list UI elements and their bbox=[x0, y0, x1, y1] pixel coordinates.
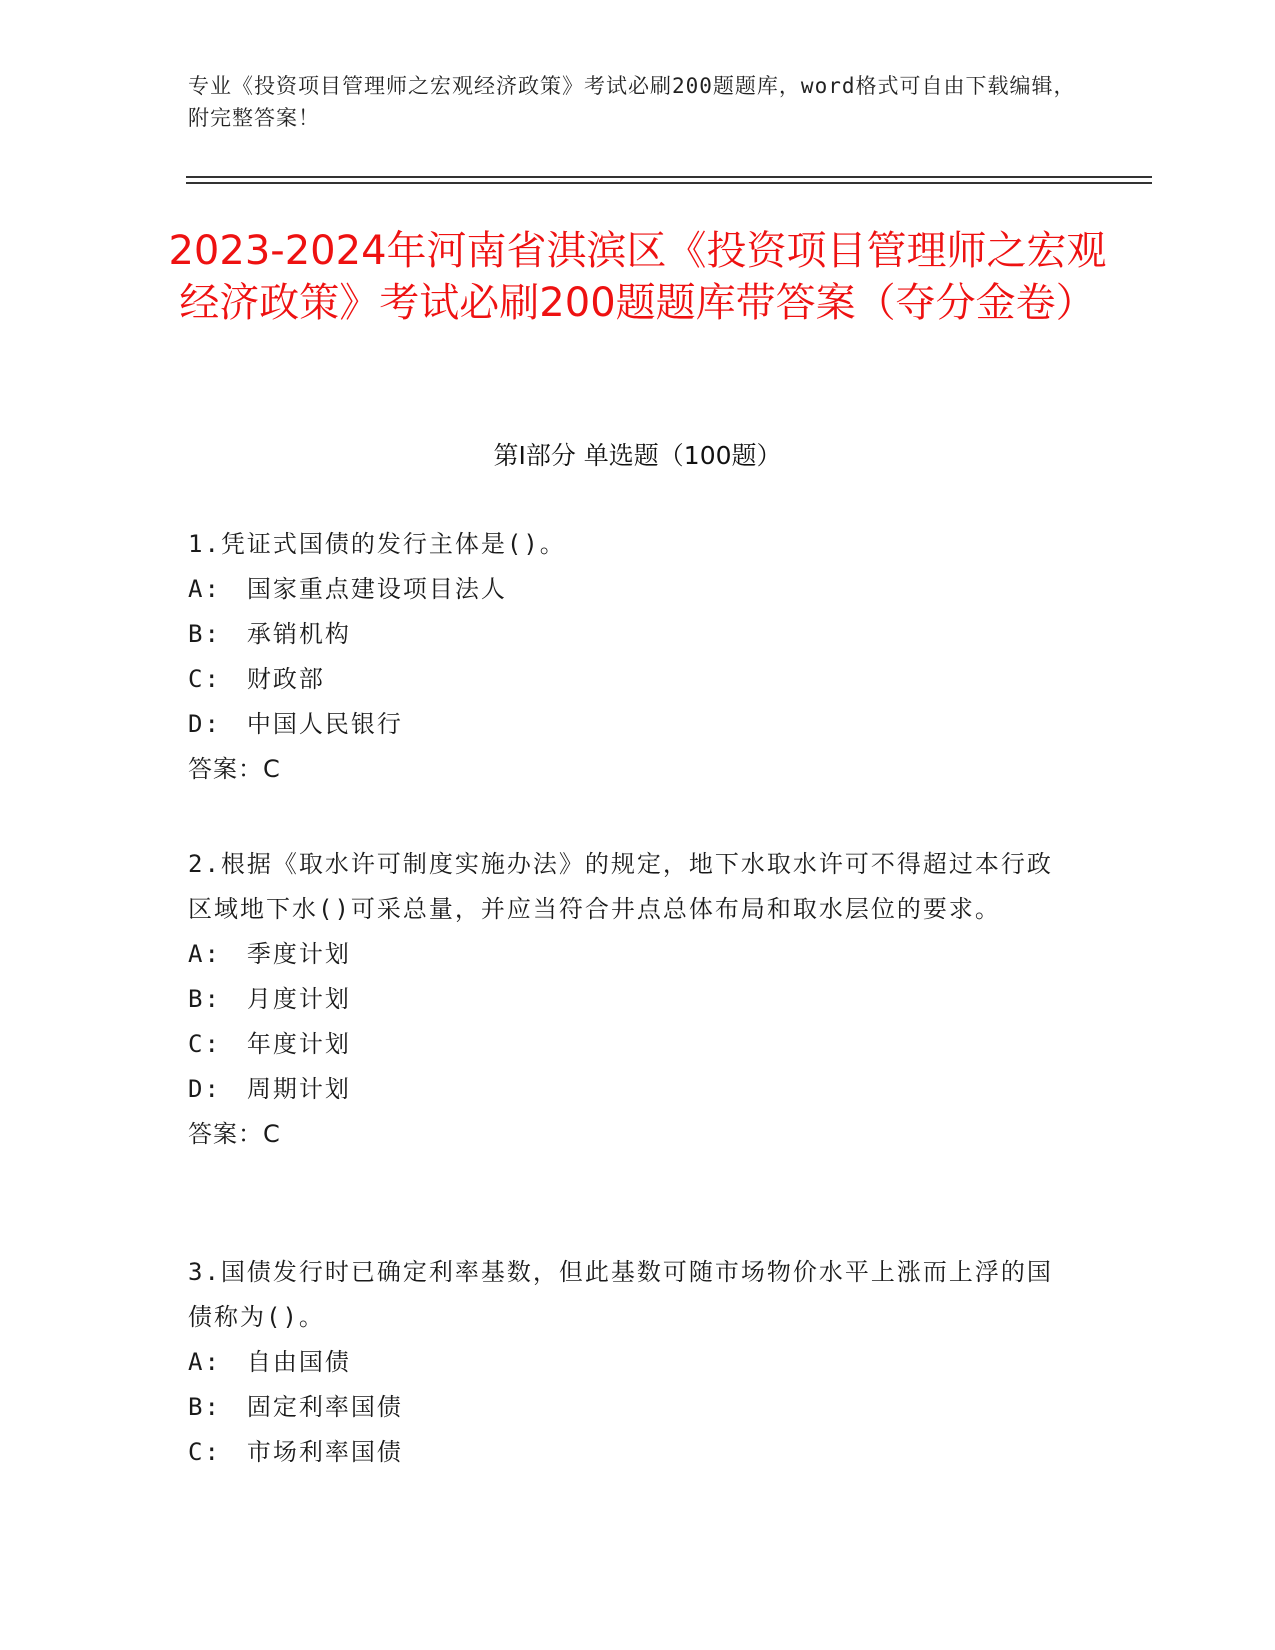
option-c: C: 年度计划 bbox=[188, 1030, 351, 1058]
option-b: B: 承销机构 bbox=[188, 620, 351, 648]
answer-line: 答案：C bbox=[188, 1120, 281, 1148]
option-a: A: 国家重点建设项目法人 bbox=[188, 575, 507, 603]
answer-line: 答案：C bbox=[188, 755, 281, 783]
question-3 bbox=[188, 1250, 1068, 1475]
option-a: A: 自由国债 bbox=[188, 1348, 351, 1376]
question-stem: 1.凭证式国债的发行主体是()。 bbox=[188, 530, 566, 558]
header-divider-top bbox=[186, 176, 1152, 178]
question-stem: 3.国债发行时已确定利率基数，但此基数可随市场物价水平上涨而上浮的国债称为()。 bbox=[188, 1258, 1053, 1331]
option-a: A: 季度计划 bbox=[188, 940, 351, 968]
option-c: C: 市场利率国债 bbox=[188, 1438, 403, 1466]
question-2 bbox=[188, 842, 1068, 1157]
section-title: 第Ⅰ部分 单选题（100题） bbox=[493, 441, 782, 470]
header-note: 专业《投资项目管理师之宏观经济政策》考试必刷200题题库，word格式可自由下载编辑，附完整答案！ bbox=[188, 74, 1076, 130]
option-b: B: 月度计划 bbox=[188, 985, 351, 1013]
option-c: C: 财政部 bbox=[188, 665, 325, 693]
option-d: D: 周期计划 bbox=[188, 1075, 351, 1103]
header-divider-bottom bbox=[186, 182, 1152, 184]
question-stem: 2.根据《取水许可制度实施办法》的规定，地下水取水许可不得超过本行政区域地下水()可采总量，并应当符合井点总体布局和取水层位的要求。 bbox=[188, 850, 1053, 923]
document-title: 2023-2024年河南省淇滨区《投资项目管理师之宏观经济政策》考试必刷200题题库带答案（夺分金卷） bbox=[168, 228, 1107, 326]
option-d: D: 中国人民银行 bbox=[188, 710, 403, 738]
question-1 bbox=[188, 522, 1068, 792]
option-b: B: 固定利率国债 bbox=[188, 1393, 403, 1421]
